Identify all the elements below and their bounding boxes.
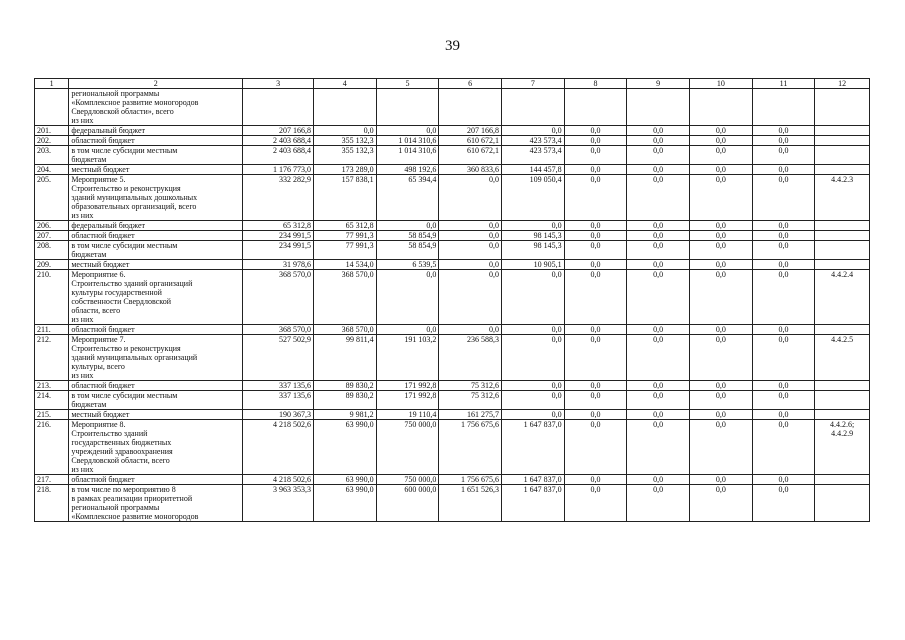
value-cell: 527 502,9 xyxy=(243,335,314,381)
row-number: 204. xyxy=(35,165,69,175)
value-cell: 58 854,9 xyxy=(376,231,439,241)
value-cell: 337 135,6 xyxy=(243,381,314,391)
row-number: 206. xyxy=(35,221,69,231)
value-cell: 0,0 xyxy=(627,165,690,175)
value-cell: 750 000,0 xyxy=(376,475,439,485)
value-cell: 0,0 xyxy=(564,420,627,475)
value-cell: 0,0 xyxy=(752,136,815,146)
value-cell: 0,0 xyxy=(501,381,564,391)
value-cell xyxy=(376,89,439,126)
value-cell: 0,0 xyxy=(690,410,753,420)
value-cell: 19 110,4 xyxy=(376,410,439,420)
value-cell: 0,0 xyxy=(752,231,815,241)
value-cell: 3 963 353,3 xyxy=(243,485,314,522)
value-cell: 236 588,3 xyxy=(439,335,502,381)
value-cell: 1 651 526,3 xyxy=(439,485,502,522)
value-cell: 0,0 xyxy=(627,146,690,165)
value-cell: 0,0 xyxy=(376,325,439,335)
value-cell: 0,0 xyxy=(564,146,627,165)
value-cell: 0,0 xyxy=(627,136,690,146)
table-row xyxy=(35,410,870,420)
value-cell: 0,0 xyxy=(627,475,690,485)
table-row xyxy=(35,381,870,391)
value-cell: 0,0 xyxy=(564,126,627,136)
column-header: 11 xyxy=(752,79,815,89)
value-cell: 0,0 xyxy=(564,335,627,381)
table-row xyxy=(35,231,870,241)
column-header: 4 xyxy=(313,79,376,89)
value-cell xyxy=(627,89,690,126)
target-code xyxy=(815,381,870,391)
value-cell: 2 403 688,4 xyxy=(243,136,314,146)
row-description: местный бюджет xyxy=(69,260,243,270)
value-cell: 0,0 xyxy=(690,260,753,270)
value-cell: 0,0 xyxy=(439,270,502,325)
value-cell: 0,0 xyxy=(439,175,502,221)
target-code xyxy=(815,126,870,136)
value-cell: 207 166,8 xyxy=(439,126,502,136)
value-cell: 0,0 xyxy=(752,410,815,420)
value-cell: 77 991,3 xyxy=(313,231,376,241)
value-cell xyxy=(313,89,376,126)
value-cell: 207 166,8 xyxy=(243,126,314,136)
value-cell: 0,0 xyxy=(313,126,376,136)
value-cell: 0,0 xyxy=(627,270,690,325)
row-number: 214. xyxy=(35,391,69,410)
table-row xyxy=(35,175,870,221)
value-cell: 0,0 xyxy=(627,175,690,221)
value-cell: 65 312,8 xyxy=(313,221,376,231)
table-row xyxy=(35,391,870,410)
value-cell: 1 756 675,6 xyxy=(439,420,502,475)
value-cell: 1 647 837,0 xyxy=(501,420,564,475)
row-description: в том числе субсидии местным бюджетам xyxy=(69,241,243,260)
value-cell: 0,0 xyxy=(752,381,815,391)
value-cell: 75 312,6 xyxy=(439,381,502,391)
value-cell: 368 570,0 xyxy=(243,325,314,335)
value-cell: 0,0 xyxy=(439,221,502,231)
value-cell: 0,0 xyxy=(564,391,627,410)
value-cell: 0,0 xyxy=(627,221,690,231)
value-cell: 0,0 xyxy=(690,325,753,335)
value-cell: 0,0 xyxy=(690,175,753,221)
value-cell: 0,0 xyxy=(564,381,627,391)
page-number: 39 xyxy=(445,38,460,54)
value-cell: 234 991,5 xyxy=(243,241,314,260)
row-number: 218. xyxy=(35,485,69,522)
value-cell: 1 014 310,6 xyxy=(376,146,439,165)
value-cell: 0,0 xyxy=(564,410,627,420)
value-cell: 0,0 xyxy=(752,241,815,260)
value-cell: 0,0 xyxy=(690,420,753,475)
value-cell: 332 282,9 xyxy=(243,175,314,221)
value-cell: 1 176 773,0 xyxy=(243,165,314,175)
target-code xyxy=(815,410,870,420)
value-cell: 0,0 xyxy=(690,485,753,522)
table-row xyxy=(35,89,870,126)
value-cell: 0,0 xyxy=(564,485,627,522)
row-description: Мероприятие 8. Строительство зданий государственных бюджетных учреждений здравоохранения Свердловской области, всего из них xyxy=(69,420,243,475)
table-row xyxy=(35,241,870,260)
target-code xyxy=(815,231,870,241)
value-cell: 1 647 837,0 xyxy=(501,485,564,522)
row-description: областной бюджет xyxy=(69,381,243,391)
value-cell: 0,0 xyxy=(752,391,815,410)
value-cell: 2 403 688,4 xyxy=(243,146,314,165)
value-cell: 0,0 xyxy=(439,260,502,270)
value-cell: 0,0 xyxy=(752,175,815,221)
value-cell: 0,0 xyxy=(690,270,753,325)
value-cell: 0,0 xyxy=(690,241,753,260)
table-row xyxy=(35,475,870,485)
target-code xyxy=(815,89,870,126)
row-number: 217. xyxy=(35,475,69,485)
target-code xyxy=(815,221,870,231)
row-number: 215. xyxy=(35,410,69,420)
target-code: 4.4.2.6; 4.4.2.9 xyxy=(815,420,870,475)
value-cell: 190 367,3 xyxy=(243,410,314,420)
value-cell: 0,0 xyxy=(564,175,627,221)
value-cell: 31 978,6 xyxy=(243,260,314,270)
row-number: 213. xyxy=(35,381,69,391)
value-cell xyxy=(690,89,753,126)
value-cell: 89 830,2 xyxy=(313,381,376,391)
value-cell: 63 990,0 xyxy=(313,485,376,522)
value-cell: 0,0 xyxy=(501,270,564,325)
column-header: 3 xyxy=(243,79,314,89)
budget-table xyxy=(34,78,870,522)
value-cell: 0,0 xyxy=(564,165,627,175)
value-cell: 0,0 xyxy=(752,335,815,381)
target-code xyxy=(815,475,870,485)
value-cell: 0,0 xyxy=(501,126,564,136)
value-cell xyxy=(501,89,564,126)
value-cell: 423 573,4 xyxy=(501,146,564,165)
value-cell: 610 672,1 xyxy=(439,136,502,146)
value-cell: 1 014 310,6 xyxy=(376,136,439,146)
value-cell: 65 312,8 xyxy=(243,221,314,231)
value-cell: 0,0 xyxy=(564,270,627,325)
row-description: в том числе субсидии местным бюджетам xyxy=(69,391,243,410)
value-cell: 191 103,2 xyxy=(376,335,439,381)
row-description: областной бюджет xyxy=(69,325,243,335)
row-description: в том числе субсидии местным бюджетам xyxy=(69,146,243,165)
value-cell: 0,0 xyxy=(752,126,815,136)
row-number: 216. xyxy=(35,420,69,475)
value-cell: 0,0 xyxy=(752,420,815,475)
table-row xyxy=(35,420,870,475)
row-number: 202. xyxy=(35,136,69,146)
value-cell: 0,0 xyxy=(627,260,690,270)
table-row xyxy=(35,260,870,270)
column-header: 8 xyxy=(564,79,627,89)
table-row xyxy=(35,335,870,381)
table-row xyxy=(35,221,870,231)
value-cell: 0,0 xyxy=(690,231,753,241)
value-cell: 355 132,3 xyxy=(313,136,376,146)
value-cell: 75 312,6 xyxy=(439,391,502,410)
row-description: Мероприятие 6. Строительство зданий организаций культуры государственной собственности Свердловской области, всего из них xyxy=(69,270,243,325)
value-cell: 0,0 xyxy=(690,391,753,410)
value-cell: 0,0 xyxy=(501,391,564,410)
target-code xyxy=(815,146,870,165)
value-cell: 0,0 xyxy=(564,260,627,270)
row-description: Мероприятие 5. Строительство и реконструкция зданий муниципальных дошкольных образовательных организаций, всего из них xyxy=(69,175,243,221)
row-number: 211. xyxy=(35,325,69,335)
column-header: 6 xyxy=(439,79,502,89)
value-cell: 234 991,5 xyxy=(243,231,314,241)
target-code xyxy=(815,241,870,260)
value-cell: 0,0 xyxy=(564,325,627,335)
row-description: в том числе по мероприятию 8 в рамках реализации приоритетной региональной программы «Комплексное развитие моногородов xyxy=(69,485,243,522)
value-cell: 0,0 xyxy=(501,221,564,231)
value-cell: 99 811,4 xyxy=(313,335,376,381)
value-cell: 0,0 xyxy=(627,410,690,420)
column-header: 10 xyxy=(690,79,753,89)
value-cell: 355 132,3 xyxy=(313,146,376,165)
row-number: 209. xyxy=(35,260,69,270)
target-code xyxy=(815,391,870,410)
row-description: федеральный бюджет xyxy=(69,221,243,231)
table-row xyxy=(35,165,870,175)
value-cell: 0,0 xyxy=(439,231,502,241)
target-code: 4.4.2.3 xyxy=(815,175,870,221)
value-cell: 0,0 xyxy=(690,126,753,136)
table-row xyxy=(35,146,870,165)
value-cell: 63 990,0 xyxy=(313,475,376,485)
table-row xyxy=(35,485,870,522)
value-cell: 0,0 xyxy=(501,410,564,420)
value-cell: 161 275,7 xyxy=(439,410,502,420)
value-cell xyxy=(752,89,815,126)
value-cell: 0,0 xyxy=(752,325,815,335)
value-cell: 171 992,8 xyxy=(376,381,439,391)
value-cell: 0,0 xyxy=(564,221,627,231)
value-cell: 0,0 xyxy=(752,260,815,270)
value-cell: 0,0 xyxy=(752,485,815,522)
row-description: федеральный бюджет xyxy=(69,126,243,136)
value-cell: 0,0 xyxy=(439,325,502,335)
value-cell: 498 192,6 xyxy=(376,165,439,175)
value-cell: 0,0 xyxy=(752,146,815,165)
column-header: 12 xyxy=(815,79,870,89)
value-cell: 0,0 xyxy=(501,335,564,381)
row-number: 203. xyxy=(35,146,69,165)
value-cell: 0,0 xyxy=(627,335,690,381)
value-cell xyxy=(439,89,502,126)
value-cell: 109 050,4 xyxy=(501,175,564,221)
value-cell: 600 000,0 xyxy=(376,485,439,522)
row-number: 210. xyxy=(35,270,69,325)
value-cell: 0,0 xyxy=(752,221,815,231)
value-cell: 0,0 xyxy=(690,165,753,175)
value-cell: 423 573,4 xyxy=(501,136,564,146)
table-row xyxy=(35,270,870,325)
value-cell: 4 218 502,6 xyxy=(243,475,314,485)
column-header: 7 xyxy=(501,79,564,89)
value-cell: 0,0 xyxy=(752,270,815,325)
target-code xyxy=(815,485,870,522)
value-cell: 0,0 xyxy=(690,475,753,485)
value-cell: 98 145,3 xyxy=(501,231,564,241)
value-cell: 9 981,2 xyxy=(313,410,376,420)
value-cell: 144 457,8 xyxy=(501,165,564,175)
target-code: 4.4.2.4 xyxy=(815,270,870,325)
value-cell: 58 854,9 xyxy=(376,241,439,260)
row-description: областной бюджет xyxy=(69,136,243,146)
value-cell: 1 756 675,6 xyxy=(439,475,502,485)
value-cell: 0,0 xyxy=(690,136,753,146)
row-description: местный бюджет xyxy=(69,165,243,175)
value-cell: 0,0 xyxy=(439,241,502,260)
value-cell: 173 289,0 xyxy=(313,165,376,175)
value-cell: 0,0 xyxy=(376,270,439,325)
value-cell: 89 830,2 xyxy=(313,391,376,410)
table-row xyxy=(35,325,870,335)
value-cell: 0,0 xyxy=(376,126,439,136)
value-cell: 0,0 xyxy=(627,381,690,391)
value-cell: 750 000,0 xyxy=(376,420,439,475)
value-cell: 337 135,6 xyxy=(243,391,314,410)
row-description: региональной программы «Комплексное развитие моногородов Свердловской области», всего из них xyxy=(69,89,243,126)
row-number: 201. xyxy=(35,126,69,136)
value-cell: 0,0 xyxy=(627,241,690,260)
table-row xyxy=(35,126,870,136)
value-cell: 368 570,0 xyxy=(313,325,376,335)
column-header: 1 xyxy=(35,79,69,89)
value-cell: 1 647 837,0 xyxy=(501,475,564,485)
value-cell: 6 539,5 xyxy=(376,260,439,270)
row-description: Мероприятие 7. Строительство и реконструкция зданий муниципальных организаций культуры, всего из них xyxy=(69,335,243,381)
target-code xyxy=(815,325,870,335)
value-cell: 0,0 xyxy=(376,221,439,231)
value-cell: 0,0 xyxy=(564,231,627,241)
row-number xyxy=(35,89,69,126)
value-cell: 368 570,0 xyxy=(313,270,376,325)
value-cell: 0,0 xyxy=(752,165,815,175)
value-cell: 0,0 xyxy=(627,420,690,475)
value-cell: 65 394,4 xyxy=(376,175,439,221)
row-number: 212. xyxy=(35,335,69,381)
value-cell: 368 570,0 xyxy=(243,270,314,325)
column-header: 2 xyxy=(69,79,243,89)
value-cell: 4 218 502,6 xyxy=(243,420,314,475)
value-cell: 360 833,6 xyxy=(439,165,502,175)
value-cell: 63 990,0 xyxy=(313,420,376,475)
value-cell: 0,0 xyxy=(752,475,815,485)
value-cell xyxy=(564,89,627,126)
target-code xyxy=(815,260,870,270)
column-header: 5 xyxy=(376,79,439,89)
row-description: местный бюджет xyxy=(69,410,243,420)
value-cell: 14 534,0 xyxy=(313,260,376,270)
row-number: 207. xyxy=(35,231,69,241)
value-cell: 171 992,8 xyxy=(376,391,439,410)
value-cell: 0,0 xyxy=(501,325,564,335)
row-description: областной бюджет xyxy=(69,231,243,241)
column-header: 9 xyxy=(627,79,690,89)
value-cell xyxy=(243,89,314,126)
value-cell: 0,0 xyxy=(690,146,753,165)
value-cell: 0,0 xyxy=(627,126,690,136)
value-cell: 0,0 xyxy=(627,391,690,410)
value-cell: 0,0 xyxy=(627,231,690,241)
table-header-row xyxy=(35,79,870,89)
value-cell: 10 905,1 xyxy=(501,260,564,270)
row-number: 205. xyxy=(35,175,69,221)
value-cell: 0,0 xyxy=(627,485,690,522)
value-cell: 0,0 xyxy=(564,475,627,485)
value-cell: 0,0 xyxy=(627,325,690,335)
value-cell: 0,0 xyxy=(690,221,753,231)
value-cell: 610 672,1 xyxy=(439,146,502,165)
value-cell: 98 145,3 xyxy=(501,241,564,260)
table-row xyxy=(35,136,870,146)
target-code xyxy=(815,136,870,146)
value-cell: 0,0 xyxy=(690,335,753,381)
value-cell: 0,0 xyxy=(564,241,627,260)
value-cell: 0,0 xyxy=(564,136,627,146)
row-description: областной бюджет xyxy=(69,475,243,485)
target-code: 4.4.2.5 xyxy=(815,335,870,381)
target-code xyxy=(815,165,870,175)
value-cell: 0,0 xyxy=(690,381,753,391)
value-cell: 77 991,3 xyxy=(313,241,376,260)
row-number: 208. xyxy=(35,241,69,260)
value-cell: 157 838,1 xyxy=(313,175,376,221)
